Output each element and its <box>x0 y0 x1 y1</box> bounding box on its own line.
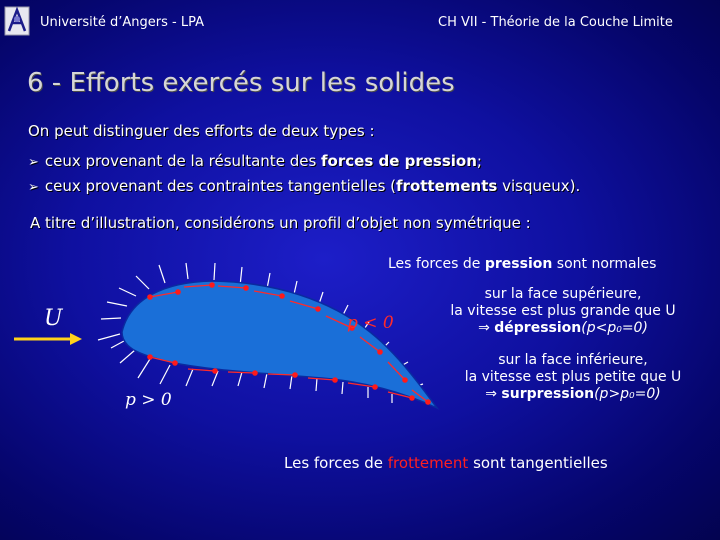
lower-face-bold: surpression <box>501 386 595 402</box>
upper-face-note <box>428 286 698 337</box>
intro-text: On peut distinguer des efforts de deux types : <box>28 122 375 140</box>
lower-face-formula: (p>p₀=0) <box>594 386 661 402</box>
friction-note <box>284 455 644 472</box>
lower-face-line2: la vitesse est plus petite que U <box>464 369 682 385</box>
upper-face-bold: dépression <box>494 320 582 336</box>
bullet-text-post: ; <box>476 152 482 170</box>
friction-note-red: frottement <box>387 454 469 472</box>
friction-note-pre: Les forces de <box>284 454 388 472</box>
upper-face-formula: (p<p₀=0) <box>581 320 648 336</box>
pressure-note-post: sont normales <box>552 256 657 272</box>
pressure-note <box>388 256 698 273</box>
friction-note-post: sont tangentielles <box>468 454 608 472</box>
bullet-text-post: visqueux). <box>497 177 581 195</box>
bullet-text-pre: ceux provenant des contraintes tangentielles ( <box>44 177 397 195</box>
lower-face-note <box>438 352 708 403</box>
pressure-note-pre: Les forces de <box>388 256 485 272</box>
header-chapter: CH VII - Théorie de la Couche Limite <box>438 15 673 30</box>
bullet-text-bold: forces de pression <box>321 152 477 170</box>
bullet-item-frottements <box>28 177 580 195</box>
header-institution: Université d’Angers - LPA <box>40 15 204 30</box>
p-positive-label: p > 0 <box>125 390 172 410</box>
airfoil-profile <box>122 281 437 408</box>
bullet-item-pression <box>28 152 482 170</box>
velocity-arrow-icon <box>14 333 82 345</box>
bullet-text-pre: ceux provenant de la résultante des <box>44 152 322 170</box>
p-negative-label: p < 0 <box>347 313 394 333</box>
velocity-label: U <box>44 306 63 331</box>
pressure-note-bold: pression <box>484 256 553 272</box>
bullet-arrow-icon: ➢ <box>28 180 39 195</box>
implies-icon: ⇒ <box>478 320 490 336</box>
university-logo <box>4 6 30 36</box>
upper-face-line1: sur la face supérieure, <box>484 286 642 302</box>
slide-title: 6 - Efforts exercés sur les solides <box>27 68 455 98</box>
bullet-arrow-icon: ➢ <box>28 155 39 170</box>
upper-face-line2: la vitesse est plus grande que U <box>450 303 676 319</box>
lower-face-line3 <box>438 386 708 403</box>
illustration-text: A titre d’illustration, considérons un profil d’objet non symétrique : <box>30 214 531 232</box>
upper-face-line3 <box>428 320 698 337</box>
lower-face-line1: sur la face inférieure, <box>498 352 648 368</box>
implies-icon: ⇒ <box>485 386 497 402</box>
bullet-text-bold: frottements <box>396 177 498 195</box>
